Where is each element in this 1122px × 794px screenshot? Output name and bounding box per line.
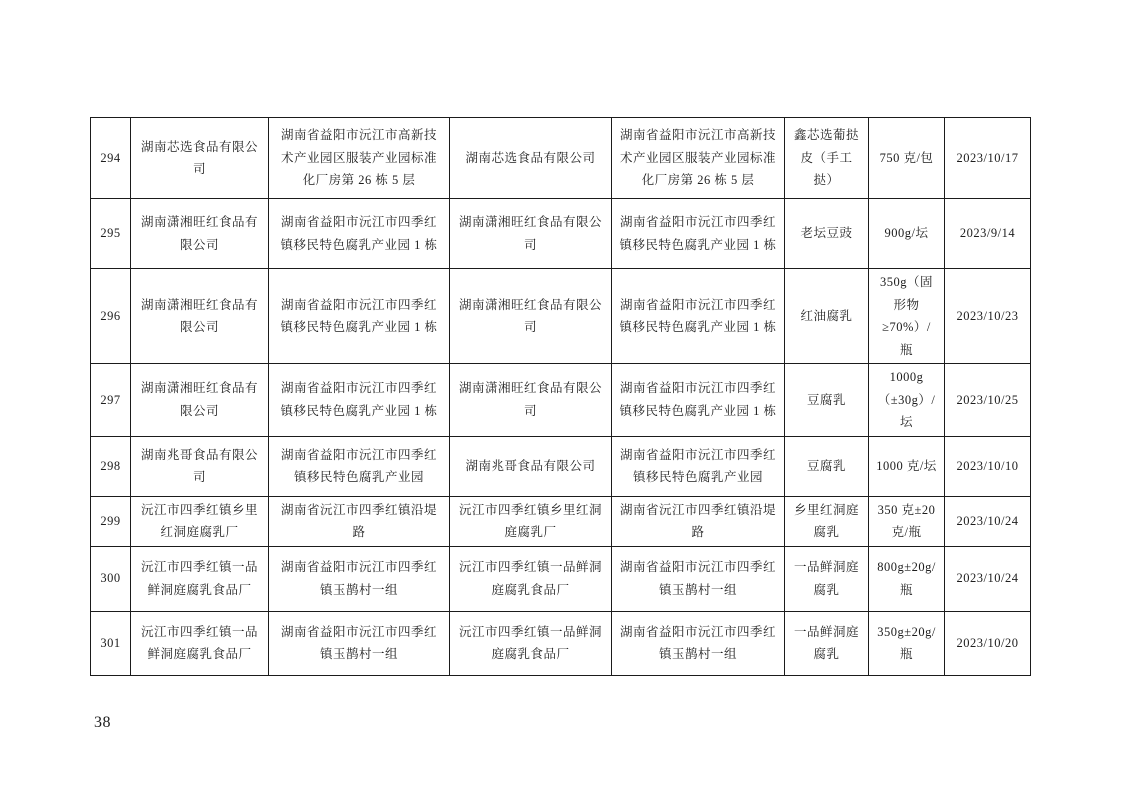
table-row — [91, 199, 1031, 269]
cell-seq: 298 — [91, 436, 131, 496]
cell-seq: 301 — [91, 611, 131, 675]
table-row — [91, 118, 1031, 199]
cell-spec: 1000g（±30g）/坛 — [869, 364, 945, 437]
cell-company: 沅江市四季红镇一品鲜洞庭腐乳食品厂 — [131, 611, 269, 675]
cell-spec: 900g/坛 — [869, 199, 945, 269]
cell-company: 湖南潇湘旺红食品有限公司 — [131, 364, 269, 437]
cell-production-address: 湖南省益阳市沅江市四季红镇移民特色腐乳产业园 1 栋 — [612, 199, 785, 269]
cell-spec: 1000 克/坛 — [869, 436, 945, 496]
table-row — [91, 546, 1031, 611]
cell-seq: 300 — [91, 546, 131, 611]
cell-production-address: 湖南省益阳市沅江市四季红镇移民特色腐乳产业园 — [612, 436, 785, 496]
cell-spec: 800g±20g/瓶 — [869, 546, 945, 611]
cell-producer: 沅江市四季红镇乡里红洞庭腐乳厂 — [450, 496, 612, 546]
cell-production-address: 湖南省沅江市四季红镇沿堤路 — [612, 496, 785, 546]
table-row — [91, 269, 1031, 364]
cell-spec: 350g（固形物≥70%）/瓶 — [869, 269, 945, 364]
cell-producer: 湖南潇湘旺红食品有限公司 — [450, 269, 612, 364]
cell-producer: 湖南潇湘旺红食品有限公司 — [450, 364, 612, 437]
cell-product: 红油腐乳 — [785, 269, 869, 364]
cell-product: 豆腐乳 — [785, 364, 869, 437]
cell-seq: 295 — [91, 199, 131, 269]
table-row — [91, 364, 1031, 437]
cell-product: 豆腐乳 — [785, 436, 869, 496]
cell-date: 2023/10/25 — [945, 364, 1031, 437]
cell-seq: 294 — [91, 118, 131, 199]
cell-address: 湖南省益阳市沅江市四季红镇移民特色腐乳产业园 1 栋 — [269, 269, 450, 364]
cell-company: 湖南芯选食品有限公司 — [131, 118, 269, 199]
cell-address: 湖南省益阳市沅江市四季红镇移民特色腐乳产业园 1 栋 — [269, 199, 450, 269]
cell-spec: 750 克/包 — [869, 118, 945, 199]
license-table-body — [91, 118, 1031, 676]
cell-production-address: 湖南省益阳市沅江市高新技术产业园区服装产业园标准化厂房第 26 栋 5 层 — [612, 118, 785, 199]
cell-spec: 350 克±20 克/瓶 — [869, 496, 945, 546]
table-row — [91, 611, 1031, 675]
table-row — [91, 496, 1031, 546]
table-row — [91, 436, 1031, 496]
cell-address: 湖南省益阳市沅江市四季红镇玉鹊村一组 — [269, 611, 450, 675]
cell-producer: 湖南兆哥食品有限公司 — [450, 436, 612, 496]
license-table — [90, 117, 1031, 676]
cell-seq: 299 — [91, 496, 131, 546]
cell-date: 2023/10/24 — [945, 496, 1031, 546]
cell-address: 湖南省沅江市四季红镇沿堤路 — [269, 496, 450, 546]
cell-address: 湖南省益阳市沅江市四季红镇玉鹊村一组 — [269, 546, 450, 611]
cell-production-address: 湖南省益阳市沅江市四季红镇玉鹊村一组 — [612, 611, 785, 675]
cell-producer: 沅江市四季红镇一品鲜洞庭腐乳食品厂 — [450, 546, 612, 611]
cell-company: 湖南兆哥食品有限公司 — [131, 436, 269, 496]
cell-production-address: 湖南省益阳市沅江市四季红镇移民特色腐乳产业园 1 栋 — [612, 269, 785, 364]
cell-company: 沅江市四季红镇一品鲜洞庭腐乳食品厂 — [131, 546, 269, 611]
cell-address: 湖南省益阳市沅江市四季红镇移民特色腐乳产业园 1 栋 — [269, 364, 450, 437]
cell-company: 沅江市四季红镇乡里红洞庭腐乳厂 — [131, 496, 269, 546]
cell-production-address: 湖南省益阳市沅江市四季红镇移民特色腐乳产业园 1 栋 — [612, 364, 785, 437]
cell-date: 2023/10/24 — [945, 546, 1031, 611]
cell-product: 老坛豆豉 — [785, 199, 869, 269]
cell-date: 2023/10/20 — [945, 611, 1031, 675]
page-number: 38 — [94, 714, 111, 731]
cell-production-address: 湖南省益阳市沅江市四季红镇玉鹊村一组 — [612, 546, 785, 611]
cell-seq: 297 — [91, 364, 131, 437]
cell-spec: 350g±20g/瓶 — [869, 611, 945, 675]
cell-seq: 296 — [91, 269, 131, 364]
cell-product: 一品鲜洞庭腐乳 — [785, 611, 869, 675]
cell-producer: 沅江市四季红镇一品鲜洞庭腐乳食品厂 — [450, 611, 612, 675]
cell-address: 湖南省益阳市沅江市四季红镇移民特色腐乳产业园 — [269, 436, 450, 496]
cell-company: 湖南潇湘旺红食品有限公司 — [131, 199, 269, 269]
cell-producer: 湖南潇湘旺红食品有限公司 — [450, 199, 612, 269]
cell-date: 2023/10/17 — [945, 118, 1031, 199]
cell-product: 一品鲜洞庭腐乳 — [785, 546, 869, 611]
cell-product: 鑫芯选葡挞皮（手工挞） — [785, 118, 869, 199]
cell-date: 2023/10/10 — [945, 436, 1031, 496]
cell-company: 湖南潇湘旺红食品有限公司 — [131, 269, 269, 364]
cell-product: 乡里红洞庭腐乳 — [785, 496, 869, 546]
cell-date: 2023/10/23 — [945, 269, 1031, 364]
cell-date: 2023/9/14 — [945, 199, 1031, 269]
cell-producer: 湖南芯选食品有限公司 — [450, 118, 612, 199]
cell-address: 湖南省益阳市沅江市高新技术产业园区服装产业园标准化厂房第 26 栋 5 层 — [269, 118, 450, 199]
